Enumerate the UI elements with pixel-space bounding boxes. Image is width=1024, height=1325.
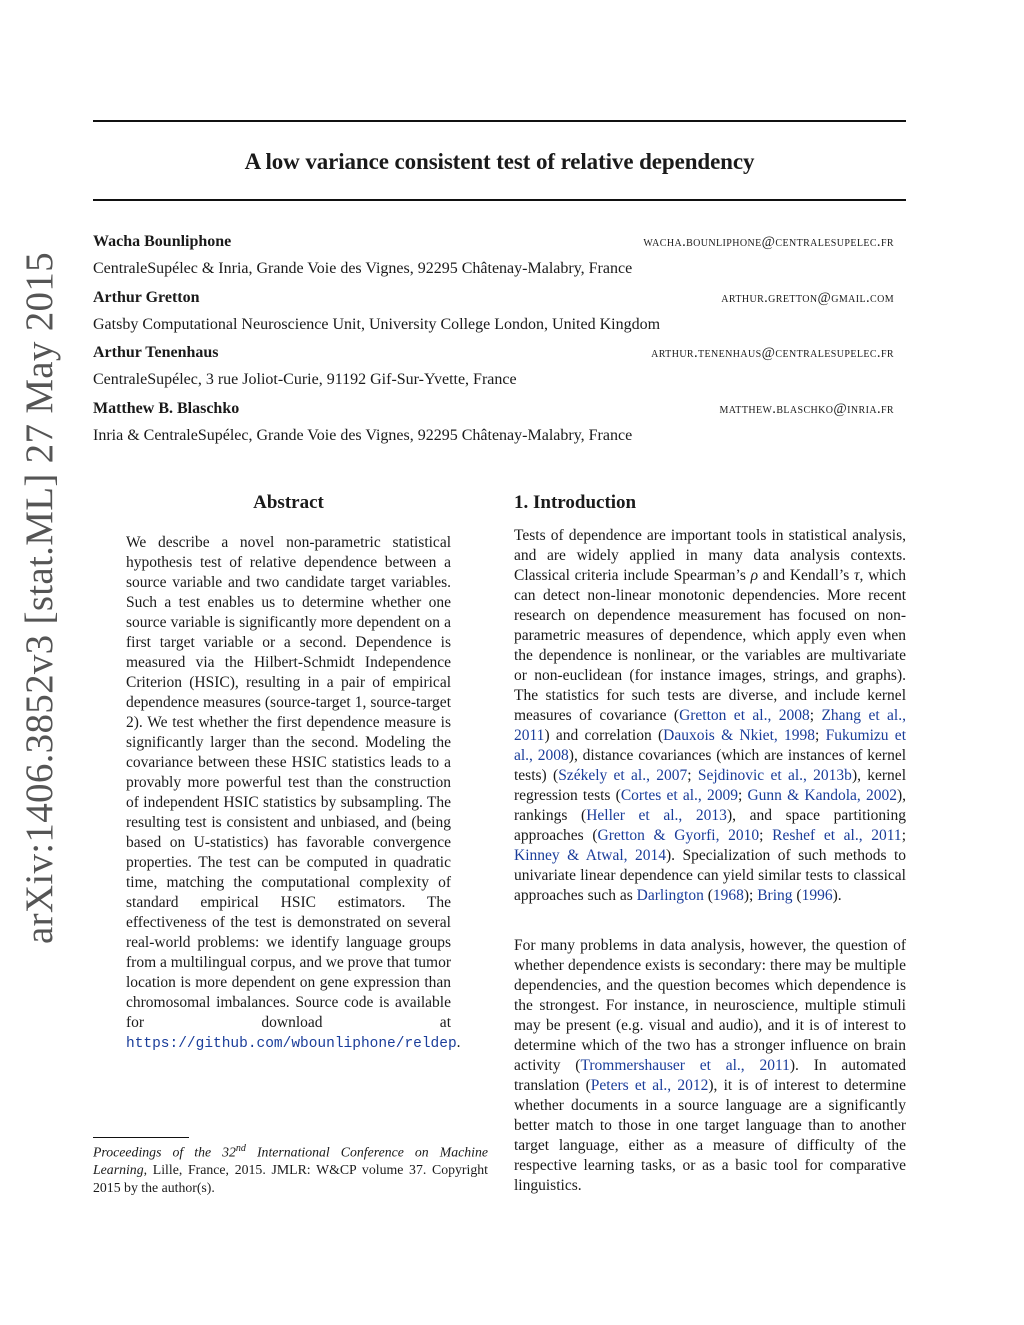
text-run: ). In automated translation (: [514, 1057, 906, 1094]
author-email[interactable]: arthur.gretton@gmail.com: [721, 290, 894, 306]
text-run: ), kernel regression tests (: [514, 767, 906, 804]
author-name: Wacha Bounliphone: [93, 233, 232, 250]
footnote-rest: , Lille, France, 2015. JMLR: W&CP volume 37. Copyright 2015 by the author(s).: [93, 1162, 488, 1195]
text-run: ), rankings (: [514, 787, 906, 824]
author-name: Matthew B. Blaschko: [93, 400, 240, 417]
citation-link[interactable]: Zhang et al., 2011: [514, 707, 906, 744]
text-run: ;: [687, 767, 698, 784]
text-run: ;: [901, 827, 906, 844]
author-name: Arthur Gretton: [93, 289, 200, 306]
intro-paragraph-1: [514, 526, 906, 906]
text-run: and Kendall’s: [758, 567, 854, 584]
author-affiliation: Gatsby Computational Neuroscience Unit, University College London, United Kingdom: [93, 316, 661, 333]
author-email[interactable]: wacha.bounliphone@centralesupelec.fr: [643, 234, 894, 250]
citation-link[interactable]: 1968: [712, 887, 744, 904]
intro-heading: 1. Introduction: [514, 492, 637, 513]
author-affiliation: Inria & CentraleSupélec, Grande Voie des Vignes, 92295 Châtenay-Malabry, France: [93, 427, 633, 444]
citation-link[interactable]: Reshef et al., 2011: [772, 827, 902, 844]
text-run: ;: [815, 727, 826, 744]
citation-link[interactable]: Heller et al., 2013: [586, 807, 727, 824]
arxiv-stamp: arXiv:1406.3852v3 [stat.ML] 27 May 2015: [18, 252, 61, 944]
text-run: For many problems in data analysis, however, the question of whether dependence exists is secondary: there may be multiple dependencies, and the question becomes which dependence is the strongest. For instance, in neuroscience, multiple stimuli may be present (e.g. visual and audio), and it is of interest to determine which of the two has a stronger influence on brain activity (: [514, 937, 906, 1074]
text-run: );: [743, 887, 758, 904]
citation-link[interactable]: Cortes et al., 2009: [620, 787, 738, 804]
footnote-ordinal: nd: [235, 1143, 246, 1154]
text-run: ), and space partitioning approaches (: [514, 807, 906, 844]
abstract-end: .: [456, 1034, 461, 1051]
text-run: ), distance covariances (which are instances of kernel tests) (: [514, 747, 907, 784]
footnote-rule: [93, 1137, 189, 1138]
citation-link[interactable]: Trommershauser et al., 2011: [580, 1057, 790, 1074]
footnote-number: 32: [222, 1144, 236, 1160]
author-email[interactable]: arthur.tenenhaus@centralesupelec.fr: [651, 345, 894, 361]
citation-link[interactable]: Gretton et al., 2008: [679, 707, 810, 724]
abstract-body: [126, 533, 461, 1054]
title-rule-top: [93, 120, 906, 122]
text-run: , which can detect non-linear monotonic dependencies. More recent research on dependence measurement has focused on non-parametric measures of dependence, which apply even when the dependence is nonlinear, or the variables are multivariate or non-euclidean (for instance images, strings, and graphs). The statistics for such tests are diverse, and include kernel measures of covariance (: [514, 567, 906, 724]
title-rule-bottom: [93, 199, 906, 201]
text-run: ) and correlation (: [544, 727, 664, 744]
citation-link[interactable]: Gretton & Gyorfi, 2010: [597, 827, 760, 844]
abstract-text: We describe a novel non-parametric statistical hypothesis test of relative dependence between a source variable and two candidate target variables. Such a test enables us to determine whether one source variable is significantly more dependent on a first target variable or a second. Dependence is measured via the Hilbert-Schmidt Independence Criterion (HSIC), resulting in a pair of empirical dependence measures (source-target 1, source-target 2). We test whether the first dependence measure is significantly larger than the second. Modeling the covariance between these HSIC statistics leads to a provably more powerful test than the construction of independent HSIC statistics by subsampling. The resulting test is consistent and unbiased, and (being based on U-statistics) has favorable convergence properties. The test can be computed in quadratic time, matching the computational complexity of standard empirical HSIC estimators. The effectiveness of the test is demonstrated on several real-world problems: we identify language groups from a multilingual corpus, and we prove that tumor location is more dependent on gene expression than chromosomal imbalances. Source code is available for download at: [126, 534, 451, 1031]
text-run: (: [792, 887, 802, 904]
footnote: [93, 1140, 488, 1196]
greek-symbol: ρ: [750, 567, 759, 584]
author-block: [93, 233, 894, 281]
greek-symbol: τ: [853, 567, 860, 584]
citation-link[interactable]: Gunn & Kandola, 2002: [747, 787, 897, 804]
text-run: ), it is of interest to determine whether documents in a source language are a significantly better match to those in one target language than to another target language, either as a measure of difficulty of the respective learning tasks, or as a basic tool for comparative linguistics.: [514, 1077, 906, 1194]
footnote-proceedings: Proceedings of the: [93, 1144, 223, 1160]
text-run: ;: [759, 827, 773, 844]
source-code-link[interactable]: https://github.com/wbounliphone/reldep: [126, 1036, 457, 1052]
citation-link[interactable]: Kinney & Atwal, 2014: [514, 847, 666, 864]
author-block: [93, 344, 894, 392]
text-run: ;: [737, 787, 748, 804]
citation-link[interactable]: Fukumizu et al., 2008: [514, 727, 906, 764]
author-email[interactable]: matthew.blaschko@inria.fr: [719, 401, 894, 417]
citation-link[interactable]: Peters et al., 2012: [590, 1077, 709, 1094]
author-affiliation: CentraleSupélec & Inria, Grande Voie des Vignes, 92295 Châtenay-Malabry, France: [93, 260, 633, 277]
citation-link[interactable]: Bring: [757, 887, 793, 904]
intro-paragraph-2: [514, 936, 906, 1196]
citation-link[interactable]: Dauxois & Nkiet, 1998: [663, 727, 816, 744]
citation-link[interactable]: Darlington: [636, 887, 704, 904]
citation-link[interactable]: Székely et al., 2007: [558, 767, 688, 784]
text-run: (: [703, 887, 713, 904]
author-block: [93, 400, 894, 448]
citation-link[interactable]: Sejdinovic et al., 2013b: [697, 767, 852, 784]
citation-link[interactable]: 1996: [801, 887, 833, 904]
author-affiliation: CentraleSupélec, 3 rue Joliot-Curie, 91192 Gif-Sur-Yvette, France: [93, 371, 517, 388]
text-run: Tests of dependence are important tools in statistical analysis, and are widely applied in many data analysis contexts. Classical criteria include Spearman’s: [514, 527, 906, 584]
text-run: ).: [832, 887, 842, 904]
paper-title: A low variance consistent test of relative dependency: [244, 149, 755, 174]
abstract-heading: Abstract: [253, 492, 324, 513]
text-run: ;: [809, 707, 822, 724]
footnote-conference: International Conference on Machine Learning: [93, 1144, 488, 1178]
author-name: Arthur Tenenhaus: [93, 344, 219, 361]
text-run: ). Specialization of such methods to univariate linear dependence can yield similar tests to classical approaches such as: [514, 847, 906, 904]
author-block: [93, 289, 894, 337]
